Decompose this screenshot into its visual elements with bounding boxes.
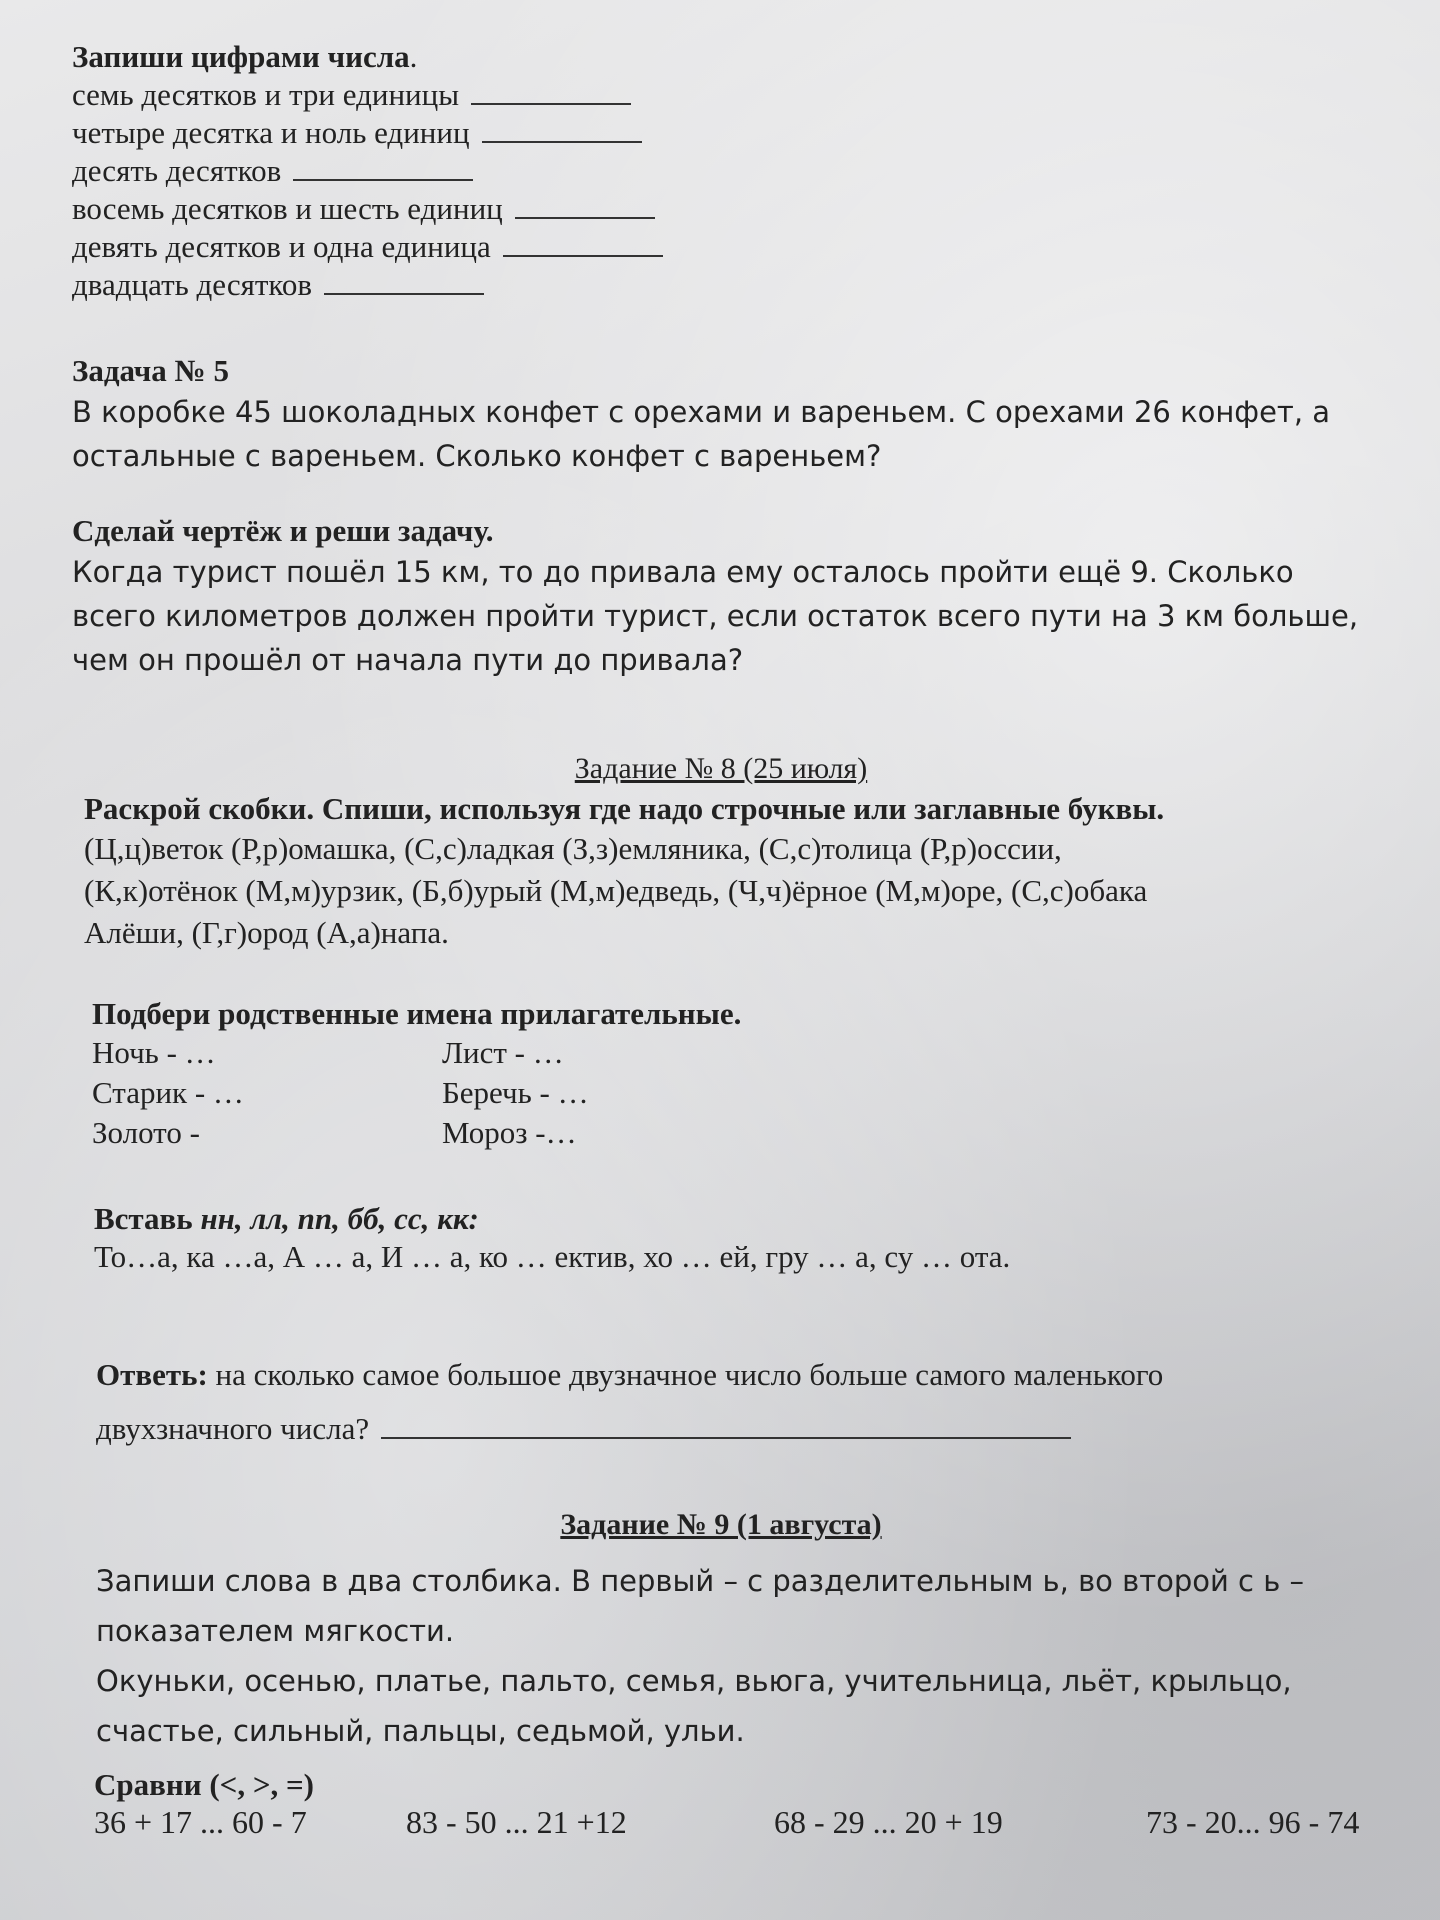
compare-item: 73 - 20... 96 - 74	[1146, 1804, 1360, 1840]
answer-task-text: двухзначного числа?	[96, 1411, 370, 1446]
columns-task-line: Окуньки, осенью, платье, пальто, семья, вьюга, учительница, льёт, крыльцо,	[96, 1664, 1292, 1698]
assignment-8-heading-row	[72, 750, 1370, 788]
answer-task-line	[96, 1402, 1370, 1456]
answer-blank[interactable]	[503, 229, 663, 257]
compare-item: 68 - 29 ... 20 + 19	[774, 1804, 1003, 1840]
insert-letters-line: То…а, ка …а, А … а, И … а, ко … ектив, хо … ей, гру … а, су … ота.	[94, 1239, 1011, 1274]
numbers-item	[72, 228, 1370, 266]
compare-row	[94, 1804, 1370, 1850]
task-5-text-line: В коробке 45 шоколадных конфет с орехами и вареньем. С орехами 26 конфет, а	[72, 395, 1331, 429]
adjective-item: Ночь - …	[92, 1035, 216, 1070]
numbers-item	[72, 190, 1370, 228]
numbers-task	[72, 38, 1370, 304]
adjectives-right-column	[442, 1033, 589, 1153]
adjectives-task	[92, 995, 1370, 1155]
numbers-item-text: девять десятков и одна единица	[72, 229, 491, 264]
task-5-text-line: остальные с вареньем. Сколько конфет с вареньем?	[72, 439, 882, 473]
compare-item: 36 + 17 ... 60 - 7	[94, 1804, 307, 1840]
numbers-item	[72, 76, 1370, 114]
numbers-item-text: четыре десятка и ноль единиц	[72, 115, 470, 150]
answer-blank[interactable]	[471, 77, 631, 105]
adjective-item: Лист - …	[442, 1035, 564, 1070]
brackets-task-line: (Ц,ц)веток (Р,р)омашка, (С,с)ладкая (З,з)емляника, (С,с)толица (Р,р)оссии,	[84, 831, 1062, 866]
drawing-task-text-line: Когда турист пошёл 15 км, то до привала ему осталось пройти ещё 9. Сколько	[72, 555, 1294, 589]
task-5	[72, 352, 1370, 478]
numbers-item	[72, 266, 1370, 304]
brackets-task-title: Раскрой скобки. Спиши, используя где надо строчные или заглавные буквы.	[84, 791, 1165, 826]
brackets-task	[84, 790, 1370, 954]
compare-task	[94, 1766, 1370, 1850]
adjective-item: Беречь - …	[442, 1075, 589, 1110]
numbers-item-text: восемь десятков и шесть единиц	[72, 191, 503, 226]
answer-task-line	[96, 1348, 1370, 1402]
columns-task-line: счастье, сильный, пальцы, седьмой, ульи.	[96, 1714, 745, 1748]
compare-item: 83 - 50 ... 21 +12	[406, 1804, 627, 1840]
drawing-task	[72, 512, 1370, 682]
answer-blank[interactable]	[482, 115, 642, 143]
numbers-item-text: десять десятков	[72, 153, 282, 188]
insert-letters-task	[94, 1200, 1370, 1276]
columns-task	[96, 1556, 1370, 1756]
numbers-task-title-suffix: .	[409, 39, 418, 74]
adjective-item: Старик - …	[92, 1075, 244, 1110]
answer-task	[96, 1348, 1370, 1456]
columns-task-line: Запиши слова в два столбика. В первый – с разделительным ь, во второй с ь –	[96, 1564, 1305, 1598]
drawing-task-text-line: всего километров должен пройти турист, если остаток всего пути на 3 км больше,	[72, 599, 1359, 633]
answer-blank[interactable]	[381, 1411, 1071, 1439]
adjectives-task-title: Подбери родственные имена прилагательные.	[92, 996, 742, 1031]
adjectives-columns	[92, 1033, 1370, 1155]
answer-blank[interactable]	[293, 153, 473, 181]
numbers-task-title	[72, 38, 1370, 76]
task-5-title: Задача № 5	[72, 353, 229, 388]
insert-letters-title-bold: Вставь	[94, 1201, 193, 1236]
compare-task-title: Сравни (<, >, =)	[94, 1767, 314, 1802]
answer-blank[interactable]	[515, 191, 655, 219]
numbers-task-title-text: Запиши цифрами числа	[72, 39, 410, 74]
drawing-task-text-line: чем он прошёл от начала пути до привала?	[72, 643, 744, 677]
insert-letters-title-italic: нн, лл, пп, бб, сс, кк:	[200, 1201, 479, 1236]
answer-task-text: на сколько самое большое двузначное число больше самого маленького	[215, 1357, 1164, 1392]
numbers-item	[72, 152, 1370, 190]
assignment-8-heading: Задание № 8 (25 июля)	[574, 752, 868, 785]
numbers-item	[72, 114, 1370, 152]
brackets-task-line: (К,к)отёнок (М,м)урзик, (Б,б)урый (М,м)едведь, (Ч,ч)ёрное (М,м)оре, (С,с)обака	[84, 873, 1148, 908]
numbers-item-text: двадцать десятков	[72, 267, 313, 302]
insert-letters-title	[94, 1200, 1370, 1238]
brackets-task-line: Алёши, (Г,г)ород (А,а)напа.	[84, 915, 449, 950]
columns-task-line: показателем мягкости.	[96, 1614, 455, 1648]
answer-blank[interactable]	[324, 267, 484, 295]
assignment-9-heading: Задание № 9 (1 августа)	[560, 1508, 882, 1541]
numbers-item-text: семь десятков и три единицы	[72, 77, 460, 112]
adjective-item: Мороз -…	[442, 1115, 577, 1150]
adjective-item: Золото -	[92, 1115, 200, 1150]
assignment-9-heading-row	[72, 1506, 1370, 1544]
drawing-task-title: Сделай чертёж и реши задачу.	[72, 513, 494, 548]
adjectives-left-column	[92, 1033, 244, 1153]
answer-task-label: Ответь:	[96, 1357, 208, 1392]
